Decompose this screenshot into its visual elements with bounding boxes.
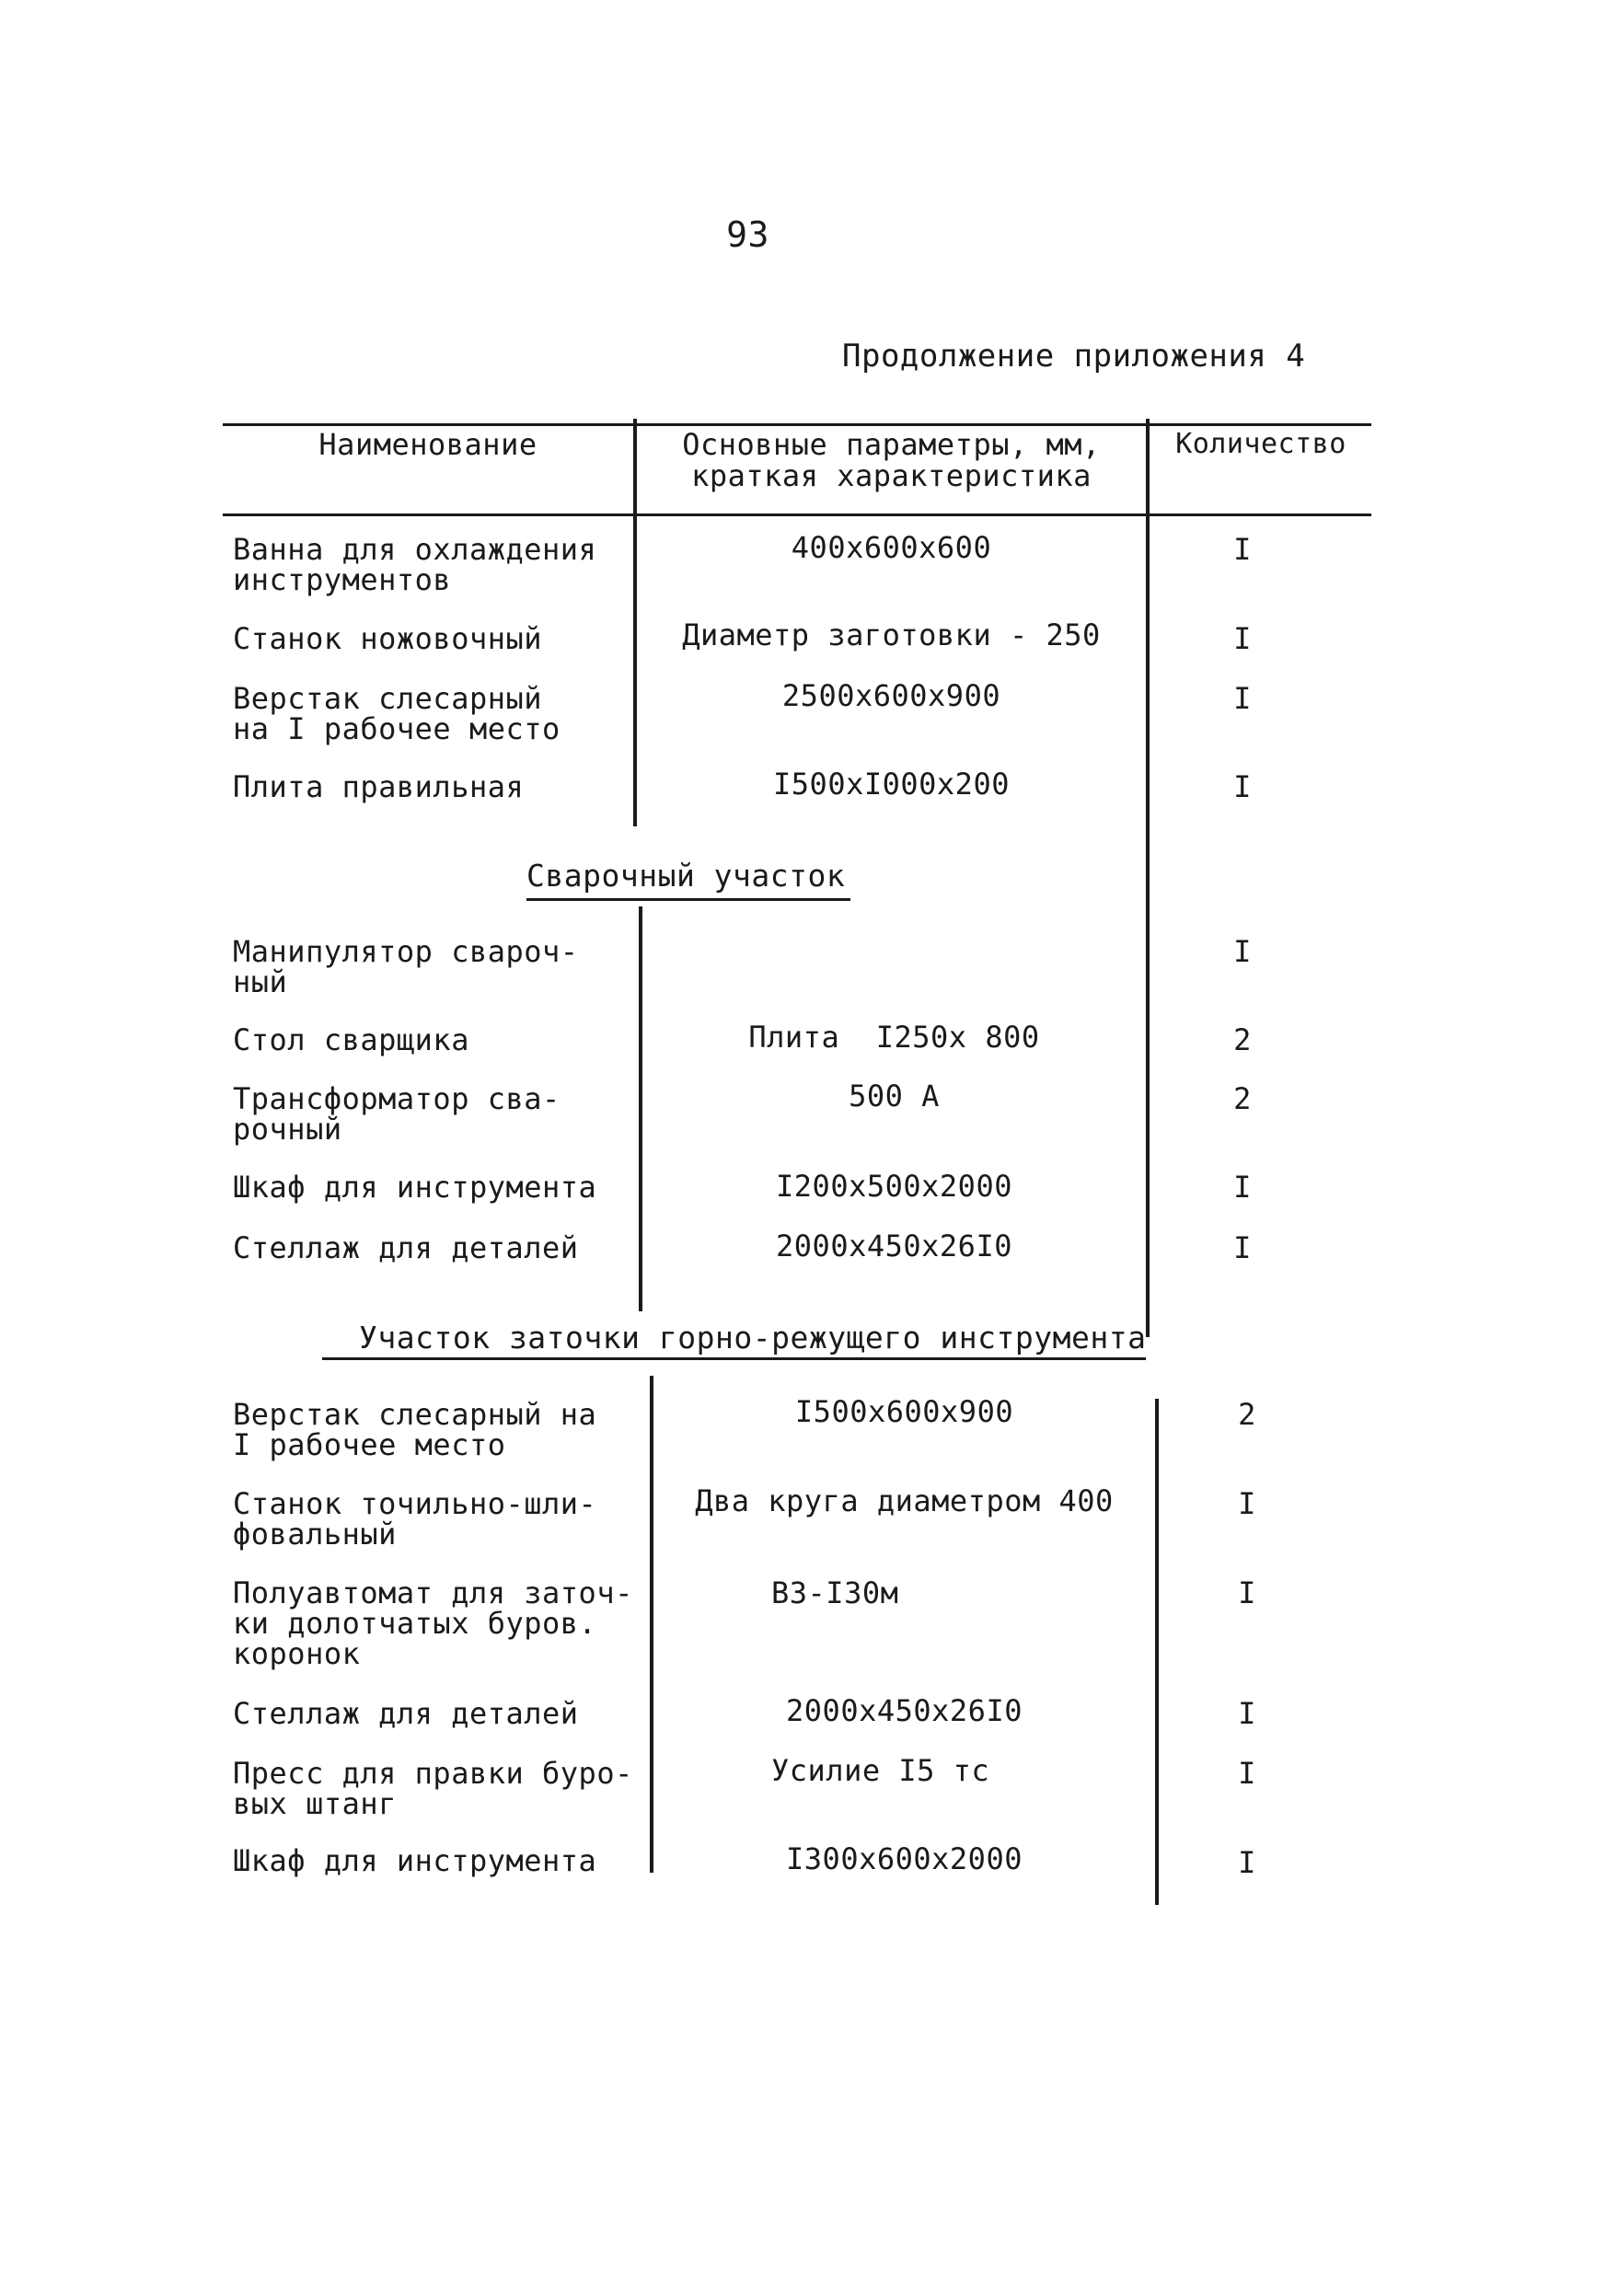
table-top-rule — [223, 423, 1371, 426]
row-name-line2: рочный — [233, 1112, 342, 1147]
row-name-line2: фовальный — [233, 1517, 397, 1552]
row-name: Плита правильная — [233, 769, 525, 804]
row-qty: I — [1233, 1170, 1252, 1205]
row-name: Пресс для правки буро- — [233, 1756, 633, 1791]
row-qty: I — [1238, 1575, 1256, 1610]
row-params: Плита I250x 800 — [748, 1020, 1040, 1055]
row-params: 2000x450x26I0 — [786, 1693, 1023, 1728]
row-params: 400x600x600 — [791, 530, 992, 565]
row-name: Стеллаж для деталей — [233, 1230, 579, 1265]
row-qty: I — [1238, 1845, 1256, 1880]
row-params: I500xI000x200 — [773, 767, 1010, 802]
row-name: Ванна для охлаждения — [233, 532, 597, 567]
row-params: 2000x450x26I0 — [776, 1229, 1012, 1263]
continuation-title: Продолжение приложения 4 — [842, 338, 1306, 375]
row-name-line2: ный — [233, 964, 288, 999]
column-header-params: Основные параметры, мм, — [682, 427, 1101, 462]
row-params: Два круга диаметром 400 — [695, 1483, 1114, 1518]
row-qty: I — [1233, 681, 1252, 716]
header-divider-2 — [1146, 419, 1150, 1337]
row-params: 2500x600x900 — [781, 678, 1001, 713]
row-qty: I — [1233, 769, 1252, 804]
row-name-line2: I рабочее место — [233, 1427, 506, 1462]
section-underline-sharpening — [322, 1357, 1146, 1360]
row-params: I200x500x2000 — [776, 1169, 1012, 1204]
row-params: I300x600x2000 — [786, 1841, 1023, 1876]
row-name: Шкаф для инструмента — [233, 1843, 597, 1878]
row-params: ВЗ-I30м — [771, 1575, 899, 1610]
header-bottom-rule — [223, 513, 1371, 516]
row-qty: 2 — [1233, 1081, 1252, 1116]
row-qty: 2 — [1238, 1397, 1256, 1432]
group3-divider-1 — [650, 1376, 653, 1873]
row-qty: I — [1238, 1696, 1256, 1731]
column-header-name: Наименование — [318, 427, 537, 462]
row-name: Станок точильно-шли- — [233, 1486, 597, 1521]
row-name: Верстак слесарный — [233, 681, 543, 716]
row-name-line3: коронок — [233, 1636, 361, 1671]
row-name: Шкаф для инструмента — [233, 1170, 597, 1205]
row-name-line2: на I рабочее место — [233, 711, 561, 746]
row-qty: I — [1233, 1230, 1252, 1265]
row-name: Стеллаж для деталей — [233, 1696, 579, 1731]
row-name-line2: ки долотчатых буров. — [233, 1606, 597, 1641]
page-number: 93 — [726, 214, 769, 255]
row-name: Станок ножовочный — [233, 621, 543, 656]
row-params: I500x600x900 — [794, 1394, 1014, 1429]
row-qty: I — [1233, 621, 1252, 656]
row-qty: I — [1238, 1486, 1256, 1521]
column-header-params-line2: краткая характеристика — [691, 458, 1092, 493]
row-qty: 2 — [1233, 1022, 1252, 1057]
section-underline-welding — [526, 898, 850, 901]
section-heading-sharpening: Участок заточки горно-режущего инструмента — [359, 1320, 1147, 1356]
group3-divider-2 — [1155, 1399, 1159, 1905]
row-params: Усилие I5 тс — [771, 1753, 990, 1788]
row-name-line2: инструментов — [233, 562, 452, 597]
section-heading-welding: Сварочный участок — [526, 858, 846, 894]
row-params: 500 А — [849, 1079, 940, 1113]
row-name: Верстак слесарный на — [233, 1397, 597, 1432]
row-params: Диаметр заготовки - 250 — [682, 617, 1101, 652]
column-header-qty: Количество — [1175, 428, 1346, 460]
row-name-line2: вых штанг — [233, 1786, 397, 1821]
row-qty: I — [1233, 532, 1252, 567]
row-name: Трансформатор сва- — [233, 1081, 561, 1116]
row-qty: I — [1238, 1756, 1256, 1791]
row-name: Стол сварщика — [233, 1022, 469, 1057]
row-name: Полуавтомат для заточ- — [233, 1575, 633, 1610]
row-qty: I — [1233, 934, 1252, 969]
row-name: Манипулятор свароч- — [233, 934, 579, 969]
